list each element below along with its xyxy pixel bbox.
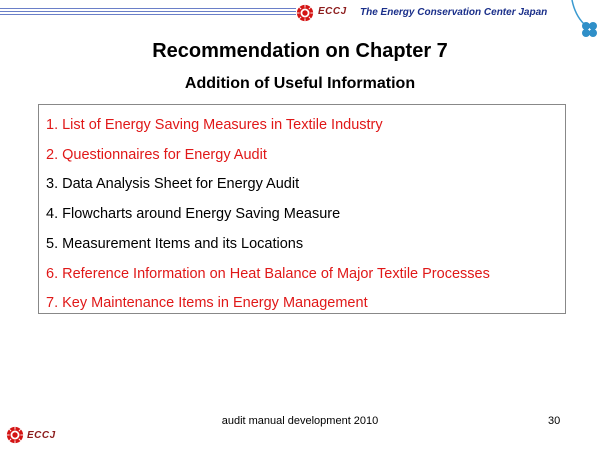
list-item: 3. Data Analysis Sheet for Energy Audit	[46, 176, 300, 193]
footer-text: audit manual development 2010	[221, 415, 379, 427]
page-number: 30	[548, 415, 561, 427]
header-rule-lines	[0, 8, 296, 18]
footer-brand: ECCJ	[27, 430, 56, 441]
eccj-footer-logo-icon	[6, 426, 24, 444]
list-item: 5. Measurement Items and its Locations	[46, 235, 304, 252]
slide-title: Recommendation on Chapter 7	[152, 40, 448, 62]
list-item: 1. List of Energy Saving Measures in Textile Industry	[46, 117, 383, 133]
list-item: 6. Reference Information on Heat Balance of Major Textile Processes	[46, 265, 490, 282]
list-item: 7. Key Maintenance Items in Energy Management	[46, 295, 368, 312]
recommendation-list	[38, 104, 566, 314]
list-item: 4. Flowcharts around Energy Saving Measure	[46, 206, 341, 223]
clover-emblem-icon	[566, 0, 600, 42]
header-brand: ECCJ	[318, 6, 347, 17]
eccj-logo-icon	[296, 4, 314, 22]
slide-subtitle: Addition of Useful Information	[184, 75, 416, 92]
header-organization: The Energy Conservation Center Japan	[360, 7, 548, 18]
list-item: 2. Questionnaires for Energy Audit	[46, 146, 267, 163]
